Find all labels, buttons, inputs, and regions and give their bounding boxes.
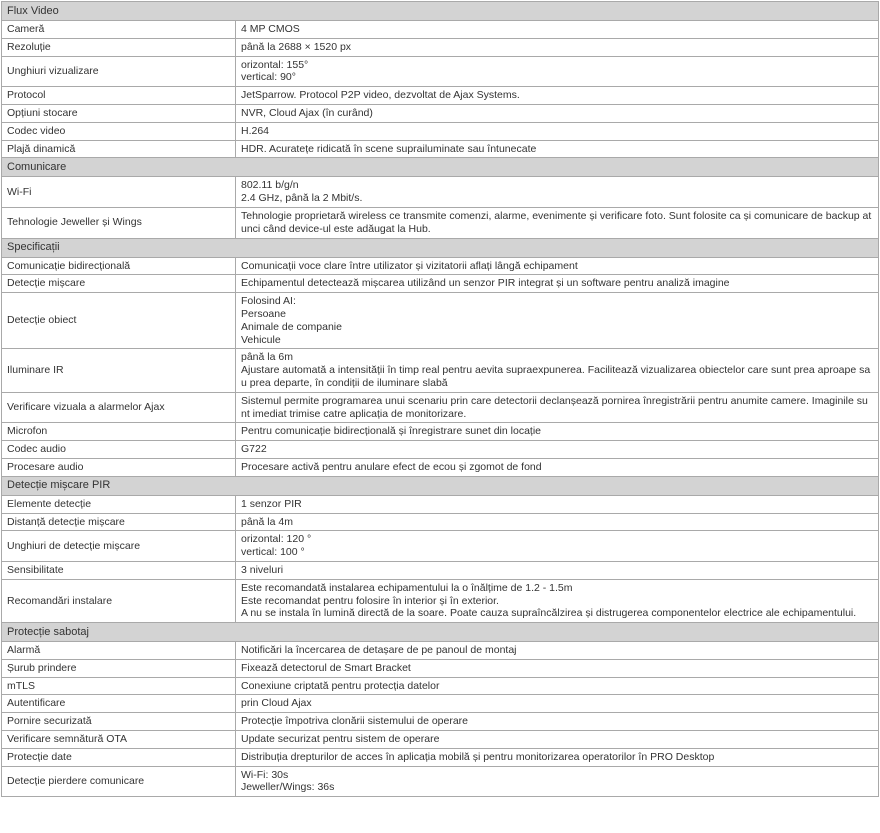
spec-row bbox=[2, 766, 879, 797]
spec-value bbox=[236, 748, 879, 766]
spec-value-line: orizontal: 120 ° bbox=[241, 533, 312, 546]
spec-value bbox=[236, 677, 879, 695]
spec-row bbox=[2, 38, 879, 56]
spec-value-line: Pentru comunicație bidirecțională și înregistrare sunet din locație bbox=[241, 425, 541, 438]
section-header bbox=[2, 238, 879, 257]
spec-row bbox=[2, 392, 879, 423]
spec-value-line: vertical: 100 ° bbox=[241, 546, 305, 559]
section-title: Specificații bbox=[2, 238, 879, 257]
spec-label: Codec video bbox=[2, 122, 236, 140]
spec-value-line: Wi-Fi: 30s bbox=[241, 768, 289, 781]
spec-value bbox=[236, 513, 879, 531]
spec-value-line: Notificări la încercarea de detașare de pe panoul de montaj bbox=[241, 644, 517, 657]
spec-label: Wi-Fi bbox=[2, 177, 236, 208]
spec-value-line: Vehicule bbox=[241, 333, 281, 346]
section-title: Comunicare bbox=[2, 158, 879, 177]
spec-label: Unghiuri vizualizare bbox=[2, 56, 236, 87]
spec-value bbox=[236, 21, 879, 39]
spec-row bbox=[2, 458, 879, 476]
spec-value bbox=[236, 458, 879, 476]
spec-value bbox=[236, 207, 879, 238]
spec-row bbox=[2, 423, 879, 441]
spec-label: Elemente detecție bbox=[2, 495, 236, 513]
spec-value-line: până la 6m bbox=[241, 351, 293, 364]
spec-value-line: Persoane bbox=[241, 307, 286, 320]
spec-row bbox=[2, 349, 879, 392]
spec-label: Șurub prindere bbox=[2, 659, 236, 677]
spec-value-line: prin Cloud Ajax bbox=[241, 697, 312, 710]
spec-label: Detecție mișcare bbox=[2, 275, 236, 293]
spec-value-line: Procesare activă pentru anulare efect de ecou și zgomot de fond bbox=[241, 460, 542, 473]
spec-value-line: nt imediat trimise catre aplicația de monitorizare. bbox=[241, 407, 467, 420]
spec-label: Verificare vizuala a alarmelor Ajax bbox=[2, 392, 236, 423]
spec-row bbox=[2, 441, 879, 459]
spec-value bbox=[236, 642, 879, 660]
spec-label: Iluminare IR bbox=[2, 349, 236, 392]
spec-value-line: orizontal: 155° bbox=[241, 58, 309, 71]
spec-value-line: Distribuția drepturilor de acces în aplicația mobilă și pentru monitorizarea operatorilor în PRO Desktop bbox=[241, 750, 715, 763]
spec-value-line: 3 niveluri bbox=[241, 563, 284, 576]
spec-value-line: vertical: 90° bbox=[241, 71, 296, 84]
section-header bbox=[2, 476, 879, 495]
spec-value bbox=[236, 495, 879, 513]
spec-value-line: Sistemul permite programarea unui scenariu prin care detectorii declanșează pornirea înregistrării pentru anumite camere. Imaginile su bbox=[241, 394, 868, 407]
spec-value bbox=[236, 731, 879, 749]
spec-value-line: HDR. Acuratețe ridicată în scene suprailuminate sau întunecate bbox=[241, 142, 537, 155]
spec-value bbox=[236, 257, 879, 275]
spec-label: Opțiuni stocare bbox=[2, 104, 236, 122]
spec-value-line: Animale de companie bbox=[241, 320, 342, 333]
section-title: Flux Video bbox=[2, 2, 879, 21]
spec-label: Tehnologie Jeweller și Wings bbox=[2, 207, 236, 238]
spec-row bbox=[2, 579, 879, 622]
spec-value bbox=[236, 659, 879, 677]
spec-value-line: 1 senzor PIR bbox=[241, 497, 302, 510]
spec-value-line: Folosind AI: bbox=[241, 295, 296, 308]
spec-label: Recomandări instalare bbox=[2, 579, 236, 622]
spec-row bbox=[2, 659, 879, 677]
spec-label: Procesare audio bbox=[2, 458, 236, 476]
spec-row bbox=[2, 531, 879, 562]
spec-label: Protocol bbox=[2, 87, 236, 105]
spec-value-line: Este recomandată instalarea echipamentului la o înălțime de 1.2 - 1.5m bbox=[241, 581, 573, 594]
spec-value bbox=[236, 87, 879, 105]
spec-value-line: 802.11 b/g/n bbox=[241, 179, 299, 192]
spec-value bbox=[236, 349, 879, 392]
spec-value-line: NVR, Cloud Ajax (în curând) bbox=[241, 106, 373, 119]
spec-value-line: Este recomandat pentru folosire în interior și în exterior. bbox=[241, 594, 499, 607]
spec-label: Pornire securizată bbox=[2, 713, 236, 731]
spec-label: Comunicație bidirecțională bbox=[2, 257, 236, 275]
spec-row bbox=[2, 104, 879, 122]
spec-label: Rezoluție bbox=[2, 38, 236, 56]
spec-label: Detecție pierdere comunicare bbox=[2, 766, 236, 797]
spec-value bbox=[236, 122, 879, 140]
spec-value-line: 2.4 GHz, până la 2 Mbit/s. bbox=[241, 192, 363, 205]
spec-row bbox=[2, 21, 879, 39]
spec-value-line: până la 4m bbox=[241, 515, 293, 528]
spec-value bbox=[236, 766, 879, 797]
spec-label: Codec audio bbox=[2, 441, 236, 459]
spec-label: mTLS bbox=[2, 677, 236, 695]
spec-row bbox=[2, 122, 879, 140]
spec-value-line: u prea departe, în condiții de iluminare slabă bbox=[241, 376, 448, 389]
spec-value bbox=[236, 695, 879, 713]
spec-row bbox=[2, 207, 879, 238]
spec-row bbox=[2, 275, 879, 293]
spec-row bbox=[2, 677, 879, 695]
spec-row bbox=[2, 140, 879, 158]
section-title: Protecție sabotaj bbox=[2, 623, 879, 642]
spec-row bbox=[2, 561, 879, 579]
spec-value-line: Tehnologie proprietară wireless ce transmite comenzi, alarme, evenimente și verificare foto. Sunt folosite ca și comunicare de backup at bbox=[241, 209, 872, 222]
spec-label: Distanță detecție mișcare bbox=[2, 513, 236, 531]
spec-value-line: Comunicații voce clare între utilizator și vizitatorii aflați lângă echipament bbox=[241, 259, 578, 272]
spec-value-line: A nu se instala în lumină directă de la soare. Poate cauza supraîncălzirea și distrugerea componentelor electrice ale echipamentului. bbox=[241, 607, 857, 620]
section-header bbox=[2, 158, 879, 177]
section-title: Detecție mișcare PIR bbox=[2, 476, 879, 495]
spec-label: Cameră bbox=[2, 21, 236, 39]
spec-value bbox=[236, 275, 879, 293]
spec-row bbox=[2, 293, 879, 349]
spec-row bbox=[2, 495, 879, 513]
spec-label: Protecție date bbox=[2, 748, 236, 766]
spec-label: Autentificare bbox=[2, 695, 236, 713]
spec-row bbox=[2, 713, 879, 731]
section-header bbox=[2, 623, 879, 642]
spec-row bbox=[2, 87, 879, 105]
spec-row bbox=[2, 513, 879, 531]
spec-value bbox=[236, 392, 879, 423]
spec-row bbox=[2, 695, 879, 713]
spec-value-line: Fixează detectorul de Smart Bracket bbox=[241, 661, 411, 674]
spec-value bbox=[236, 713, 879, 731]
spec-value-line: Echipamentul detectează mișcarea utilizând un senzor PIR integrat și un software pentru analiză imagine bbox=[241, 277, 730, 290]
spec-value-line: G722 bbox=[241, 443, 267, 456]
spec-table bbox=[1, 1, 879, 797]
spec-value bbox=[236, 441, 879, 459]
spec-value-line: până la 2688 × 1520 px bbox=[241, 40, 352, 53]
spec-row bbox=[2, 177, 879, 208]
spec-value bbox=[236, 104, 879, 122]
spec-value bbox=[236, 561, 879, 579]
spec-label: Plajă dinamică bbox=[2, 140, 236, 158]
spec-label: Sensibilitate bbox=[2, 561, 236, 579]
spec-table-body bbox=[2, 2, 879, 797]
spec-label: Detecție obiect bbox=[2, 293, 236, 349]
spec-value bbox=[236, 531, 879, 562]
spec-value-line: Conexiune criptată pentru protecția datelor bbox=[241, 679, 440, 692]
spec-row bbox=[2, 257, 879, 275]
spec-value bbox=[236, 38, 879, 56]
spec-row bbox=[2, 731, 879, 749]
spec-value bbox=[236, 140, 879, 158]
spec-value-line: Protecție împotriva clonării sistemului de operare bbox=[241, 715, 469, 728]
spec-value-line: 4 MP CMOS bbox=[241, 23, 300, 35]
spec-row bbox=[2, 56, 879, 87]
spec-row bbox=[2, 642, 879, 660]
spec-value bbox=[236, 579, 879, 622]
spec-value-line: Jeweller/Wings: 36s bbox=[241, 781, 335, 794]
spec-value-line: Update securizat pentru sistem de operare bbox=[241, 733, 440, 746]
spec-table-container bbox=[1, 1, 878, 797]
spec-value-line: unci când device-ul este adăugat la Hub. bbox=[241, 222, 431, 235]
spec-row bbox=[2, 748, 879, 766]
spec-label: Verificare semnătură OTA bbox=[2, 731, 236, 749]
spec-value bbox=[236, 423, 879, 441]
spec-value bbox=[236, 293, 879, 349]
spec-value bbox=[236, 177, 879, 208]
spec-label: Alarmă bbox=[2, 642, 236, 660]
spec-value-line: JetSparrow. Protocol P2P video, dezvoltat de Ajax Systems. bbox=[241, 89, 520, 102]
section-header bbox=[2, 2, 879, 21]
spec-value bbox=[236, 56, 879, 87]
spec-value-line: Ajustare automată a intensității în timp real pentru aevita supraexpunerea. Facilitează vizualizarea obiectelor care sunt prea aproape sa bbox=[241, 364, 871, 377]
spec-label: Unghiuri de detecție mișcare bbox=[2, 531, 236, 562]
spec-value-line: H.264 bbox=[241, 124, 270, 137]
spec-label: Microfon bbox=[2, 423, 236, 441]
